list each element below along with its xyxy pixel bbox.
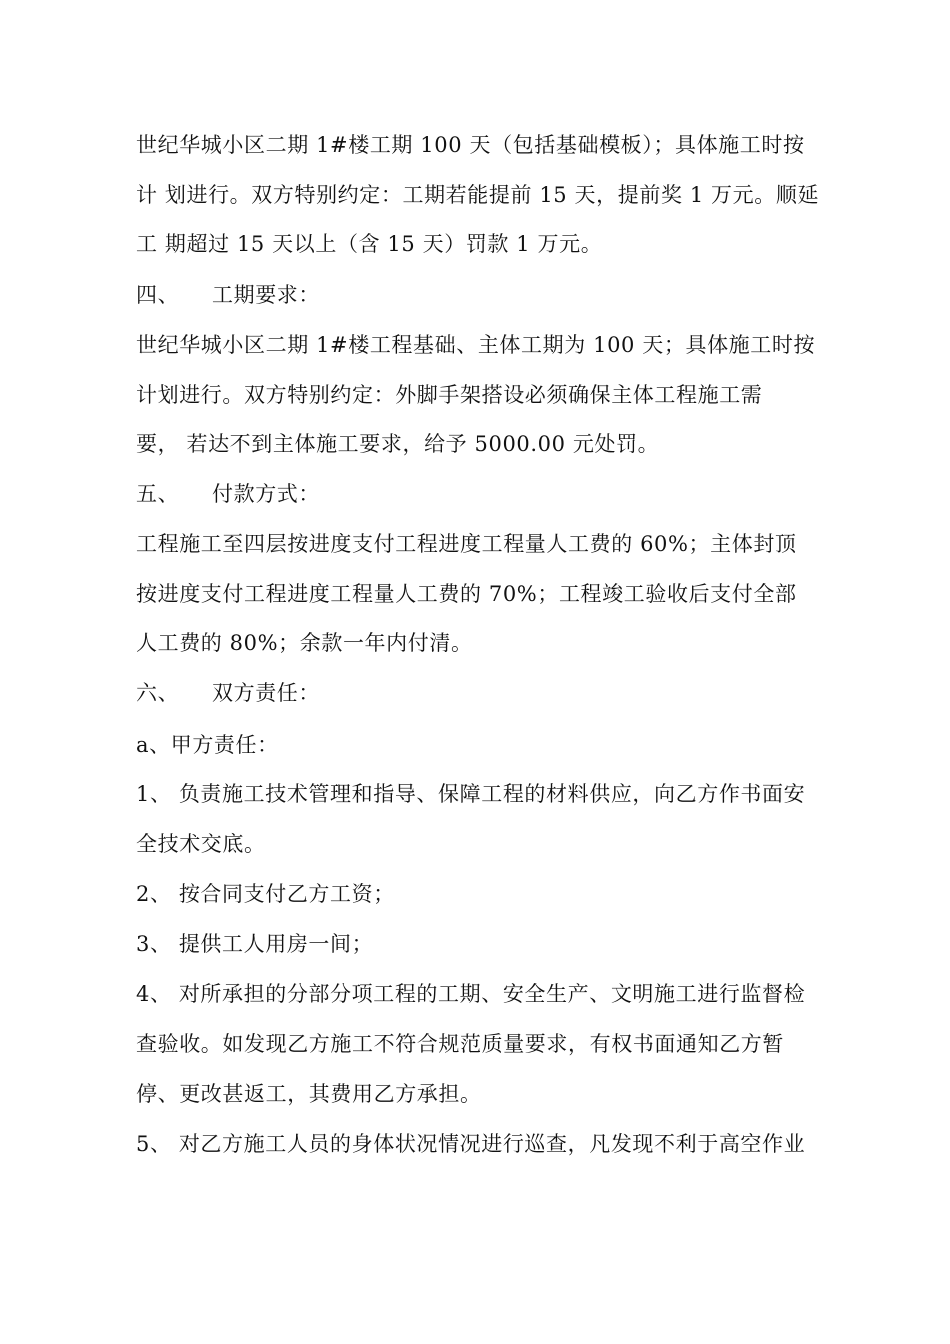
section-heading-schedule <box>136 281 836 309</box>
paragraph-line: 工 期超过 15 天以上（含 15 天）罚款 1 万元。 <box>136 232 603 256</box>
list-item-line: 1、 负责施工技术管理和指导、保障工程的材料供应，向乙方作书面安 <box>136 782 806 806</box>
section-number: 五、 <box>136 482 180 506</box>
paragraph-line: 要， 若达不到主体施工要求，给予 5000.00 元处罚。 <box>136 432 660 456</box>
list-item-line: 查验收。如发现乙方施工不符合规范质量要求，有权书面通知乙方暂 <box>136 1032 784 1056</box>
list-item-line: 5、 对乙方施工人员的身体状况情况进行巡查，凡发现不利于高空作业 <box>136 1132 806 1156</box>
list-item-line: 4、 对所承担的分部分项工程的工期、安全生产、文明施工进行监督检 <box>136 982 806 1006</box>
subsection-heading: a、甲方责任： <box>136 733 279 757</box>
list-item-line: 停、更改甚返工，其费用乙方承担。 <box>136 1082 482 1106</box>
paragraph-line: 世纪华城小区二期 1#楼工程基础、主体工期为 100 天；具体施工时按 <box>136 333 816 357</box>
section-title: 工期要求： <box>212 283 320 307</box>
paragraph-line: 计划进行。双方特别约定：外脚手架搭设必须确保主体工程施工需 <box>136 383 763 407</box>
list-item-line: 全技术交底。 <box>136 832 266 856</box>
list-item-line: 3、 提供工人用房一间； <box>136 932 374 956</box>
section-heading-payment <box>136 480 836 508</box>
section-number: 六、 <box>136 681 180 705</box>
paragraph-line: 工程施工至四层按进度支付工程进度工程量人工费的 60%；主体封顶 <box>136 532 797 556</box>
paragraph-line: 按进度支付工程进度工程量人工费的 70%；工程竣工验收后支付全部 <box>136 582 797 606</box>
paragraph-line: 计 划进行。双方特别约定：工期若能提前 15 天，提前奖 1 万元。顺延 <box>136 183 820 207</box>
paragraph-line: 世纪华城小区二期 1#楼工期 100 天（包括基础模板）；具体施工时按 <box>136 133 805 157</box>
paragraph-line: 人工费的 80%；余款一年内付清。 <box>136 631 473 655</box>
section-number: 四、 <box>136 283 180 307</box>
section-title: 双方责任： <box>212 681 320 705</box>
section-heading-responsibilities <box>136 679 836 707</box>
section-title: 付款方式： <box>212 482 320 506</box>
list-item-line: 2、 按合同支付乙方工资； <box>136 882 395 906</box>
